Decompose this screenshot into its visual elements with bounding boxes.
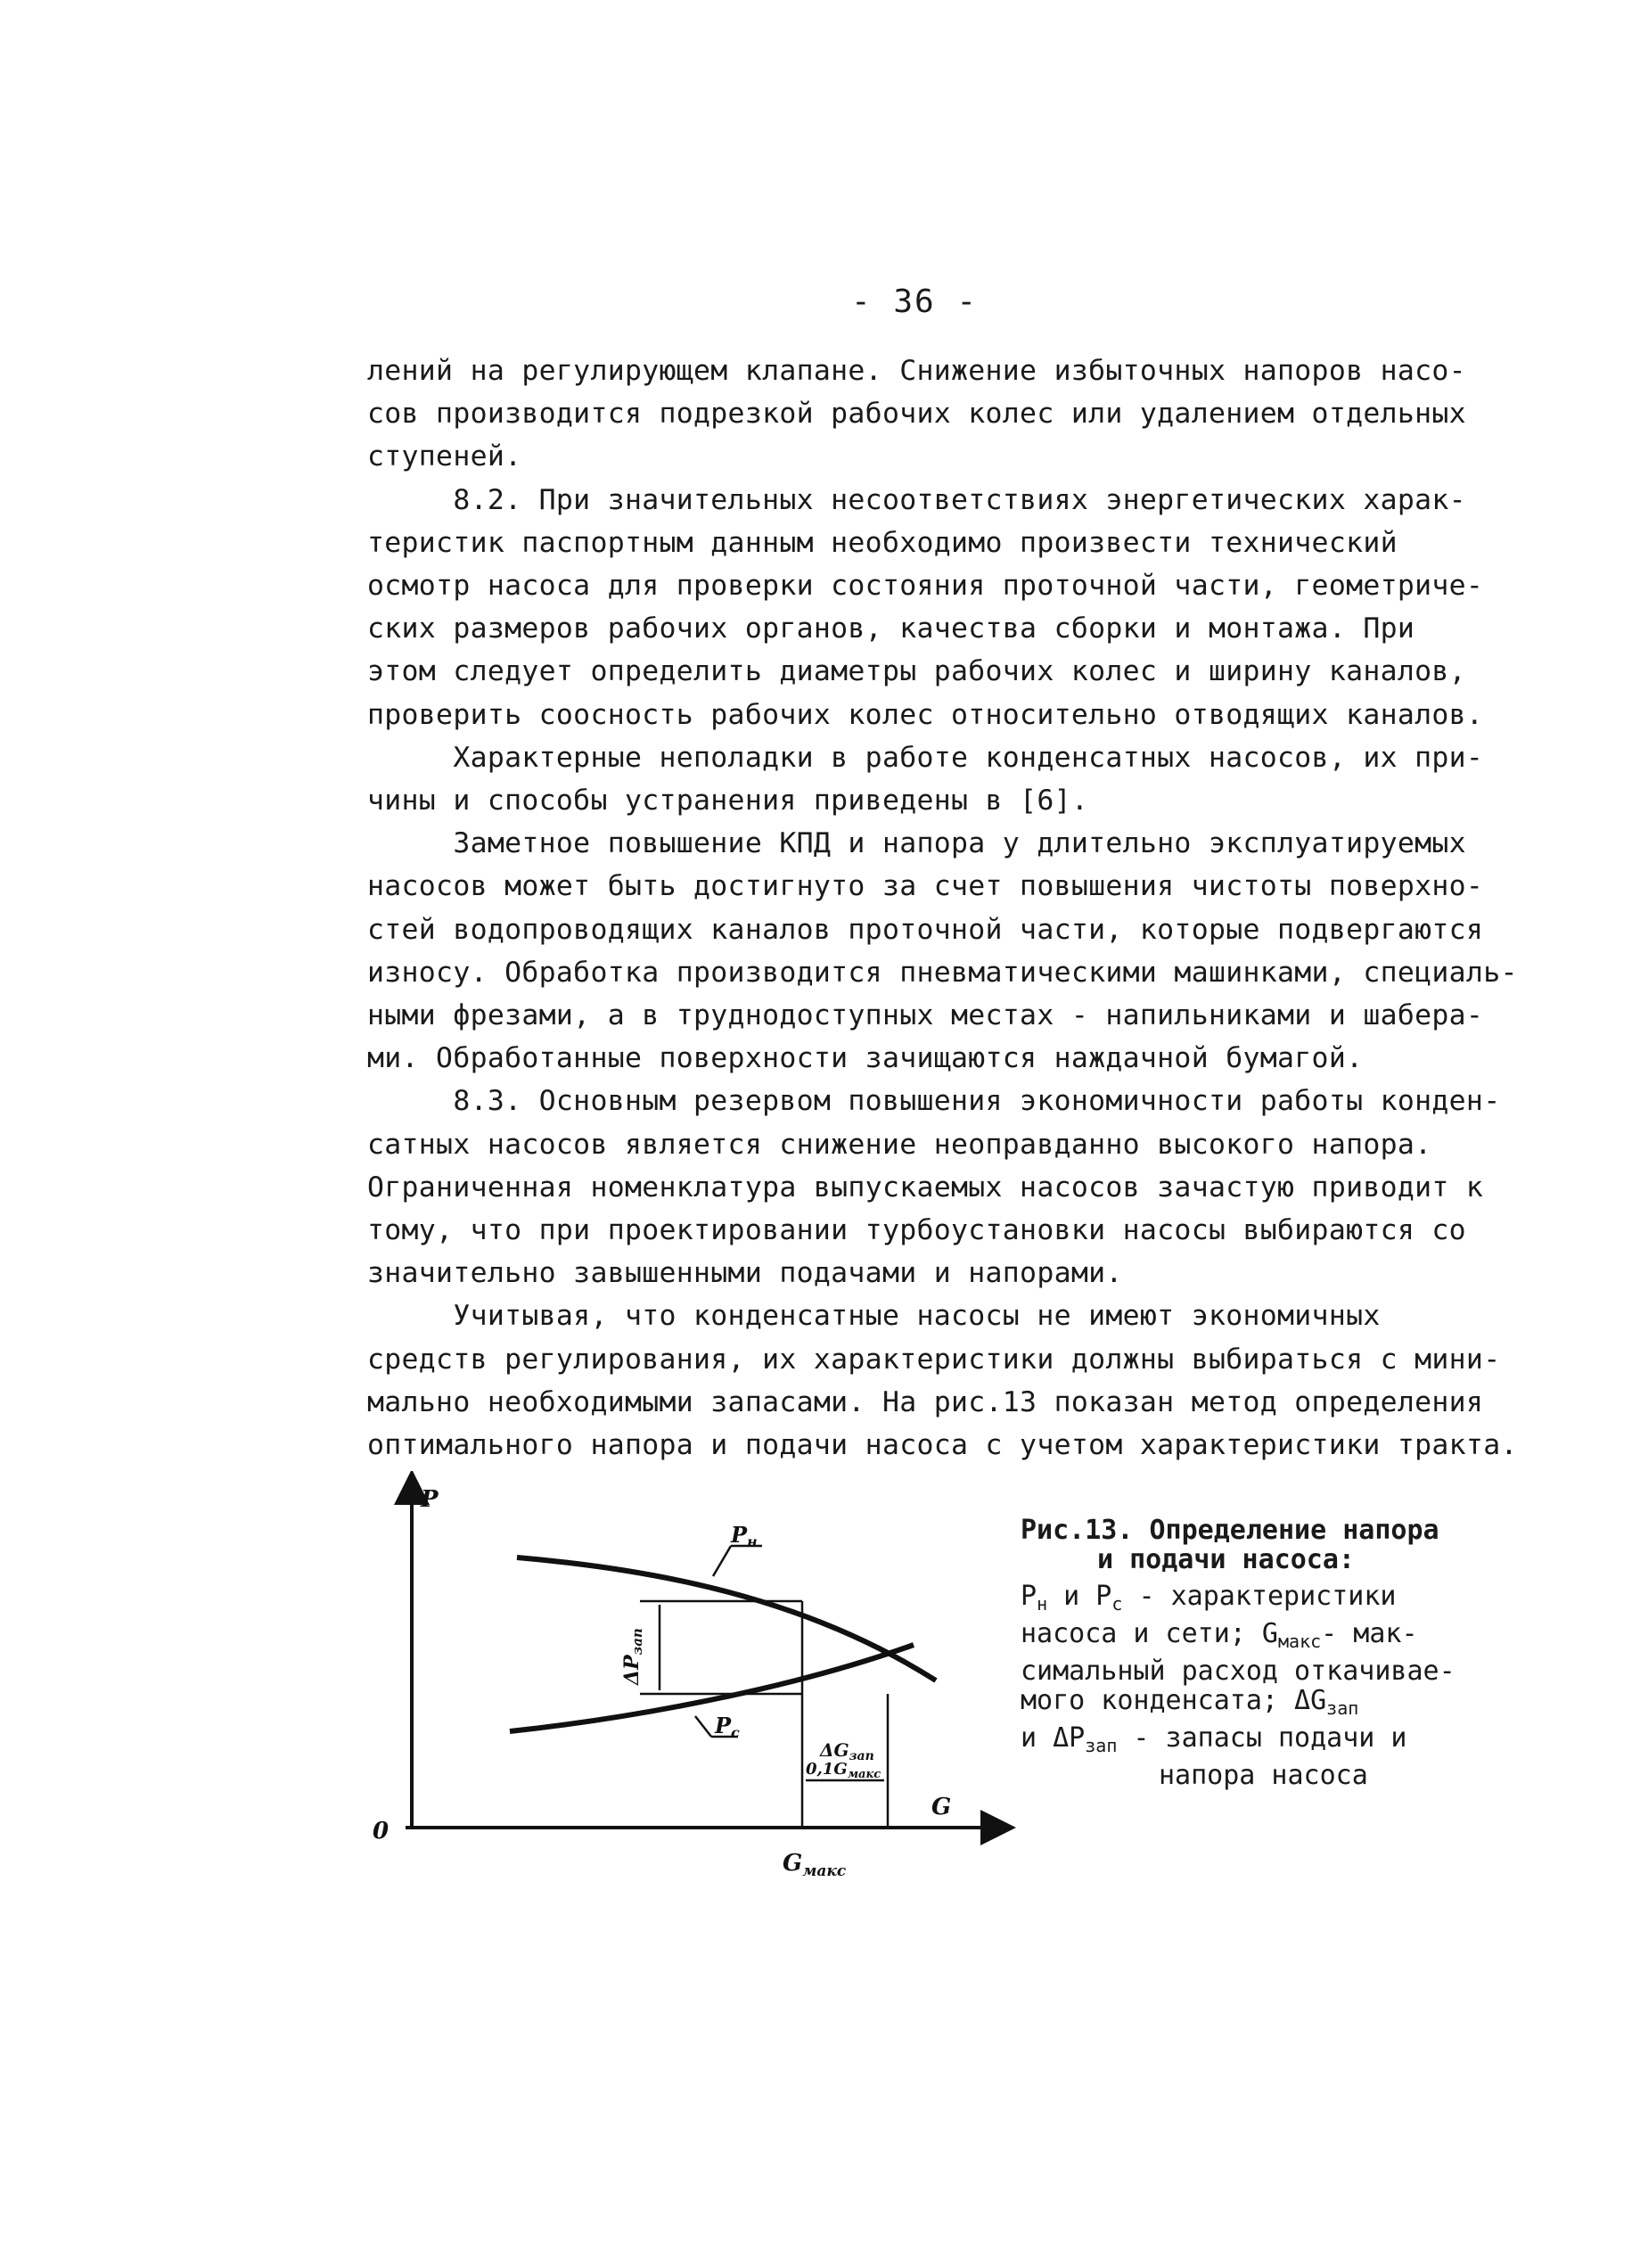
figure-svg [357, 1471, 1016, 1935]
text-line: тому, что при проектировании турбоустановки насосы выбираются со [367, 1214, 1466, 1247]
text-line: мально необходимыми запасами. На рис.13 показан метод определения [367, 1385, 1484, 1418]
network-curve-label: $P_с$ [715, 1713, 740, 1741]
gmax-label: $G_{макс}$ [783, 1850, 847, 1880]
body-text [367, 349, 1518, 1467]
figure-13 [357, 1471, 1016, 1935]
text-line: средств регулирования, их характеристики должны выбираться с мини- [367, 1343, 1501, 1376]
text-line: Ограниченная номенклатура выпускаемых насосов зачастую приводит к [367, 1171, 1484, 1204]
text-line: ми. Обработанные поверхности зачищаются наждачной бумагой. [367, 1042, 1364, 1075]
caption-line: $P_н$ и $P_с$ - характеристики [1021, 1581, 1397, 1615]
text-line: значительно завышенными подачами и напорами. [367, 1257, 1123, 1290]
dp-label: ΔPзап [620, 1628, 645, 1685]
y-axis-label: P [421, 1486, 439, 1513]
dg-label: $\Delta G_{зап}$ [820, 1739, 874, 1763]
pump-curve [517, 1557, 936, 1680]
caption-title-2: и подачи насоса: [1097, 1544, 1355, 1575]
text-line: оптимального напора и подачи насоса с учетом характеристики тракта. [367, 1429, 1518, 1462]
text-line: осмотр насоса для проверки состояния проточной части, геометриче- [367, 570, 1484, 603]
pump-leader [713, 1546, 731, 1576]
text-line: лений на регулирующем клапане. Снижение избыточных напоров насо- [367, 355, 1466, 387]
caption-line: мого конденсата; $\Delta G_{зап}$ [1021, 1685, 1359, 1719]
text-line: ступеней. [367, 440, 522, 473]
text-line: 8.2. При значительных несоответствиях энергетических харак- [367, 483, 1466, 516]
text-line: сов производится подрезкой рабочих колес или удалением отдельных [367, 398, 1466, 431]
caption-line: насоса и сети; $G_{макс}-$ мак- [1021, 1618, 1418, 1652]
text-line: 8.3. Основным резервом повышения экономичности работы конден- [367, 1085, 1501, 1118]
text-line: ских размеров рабочих органов, качества сборки и монтажа. При [367, 612, 1415, 645]
caption-title: Рис.13. Определение напора [1021, 1515, 1439, 1546]
text-line: Учитывая, что конденсатные насосы не имеют экономичных [367, 1300, 1381, 1333]
network-leader [695, 1716, 711, 1737]
figure-caption [1021, 1516, 1456, 1790]
text-line: проверить соосность рабочих колес относительно отводящих каналов. [367, 698, 1484, 731]
text-line: сатных насосов является снижение неоправданно высокого напора. [367, 1128, 1432, 1161]
text-line: насосов может быть достигнуто за счет повышения чистоты поверхно- [367, 870, 1484, 903]
origin-label: 0 [373, 1818, 390, 1845]
text-line: этом следует определить диаметры рабочих колес и ширину каналов, [367, 655, 1466, 688]
x-axis-label: G [931, 1794, 952, 1820]
caption-line: симальный расход откачивае- [1021, 1656, 1456, 1687]
pump-curve-label: $P_н$ [731, 1522, 758, 1550]
text-line: износу. Обработка производится пневматическими машинками, специаль- [367, 956, 1518, 989]
network-curve [510, 1645, 914, 1731]
text-line: Заметное повышение КПД и напора у длительно эксплуатируемых [367, 827, 1466, 860]
dg-value-label: $0,1G_{макс}$ [806, 1760, 882, 1781]
page-number: - 36 - [851, 284, 979, 320]
text-line: стей водопроводящих каналов проточной части, которые подвергаются [367, 913, 1484, 946]
text-line: чины и способы устранения приведены в [6]. [367, 785, 1089, 818]
caption-line: напора насоса [1159, 1760, 1368, 1791]
text-line: Характерные неполадки в работе конденсатных насосов, их при- [367, 741, 1484, 774]
text-line: теристик паспортным данным необходимо произвести технический [367, 526, 1398, 559]
text-line: ными фрезами, а в труднодоступных местах - напильниками и шабера- [367, 999, 1484, 1032]
caption-line: и $\Delta P_{зап}$ - запасы подачи и [1021, 1722, 1407, 1756]
